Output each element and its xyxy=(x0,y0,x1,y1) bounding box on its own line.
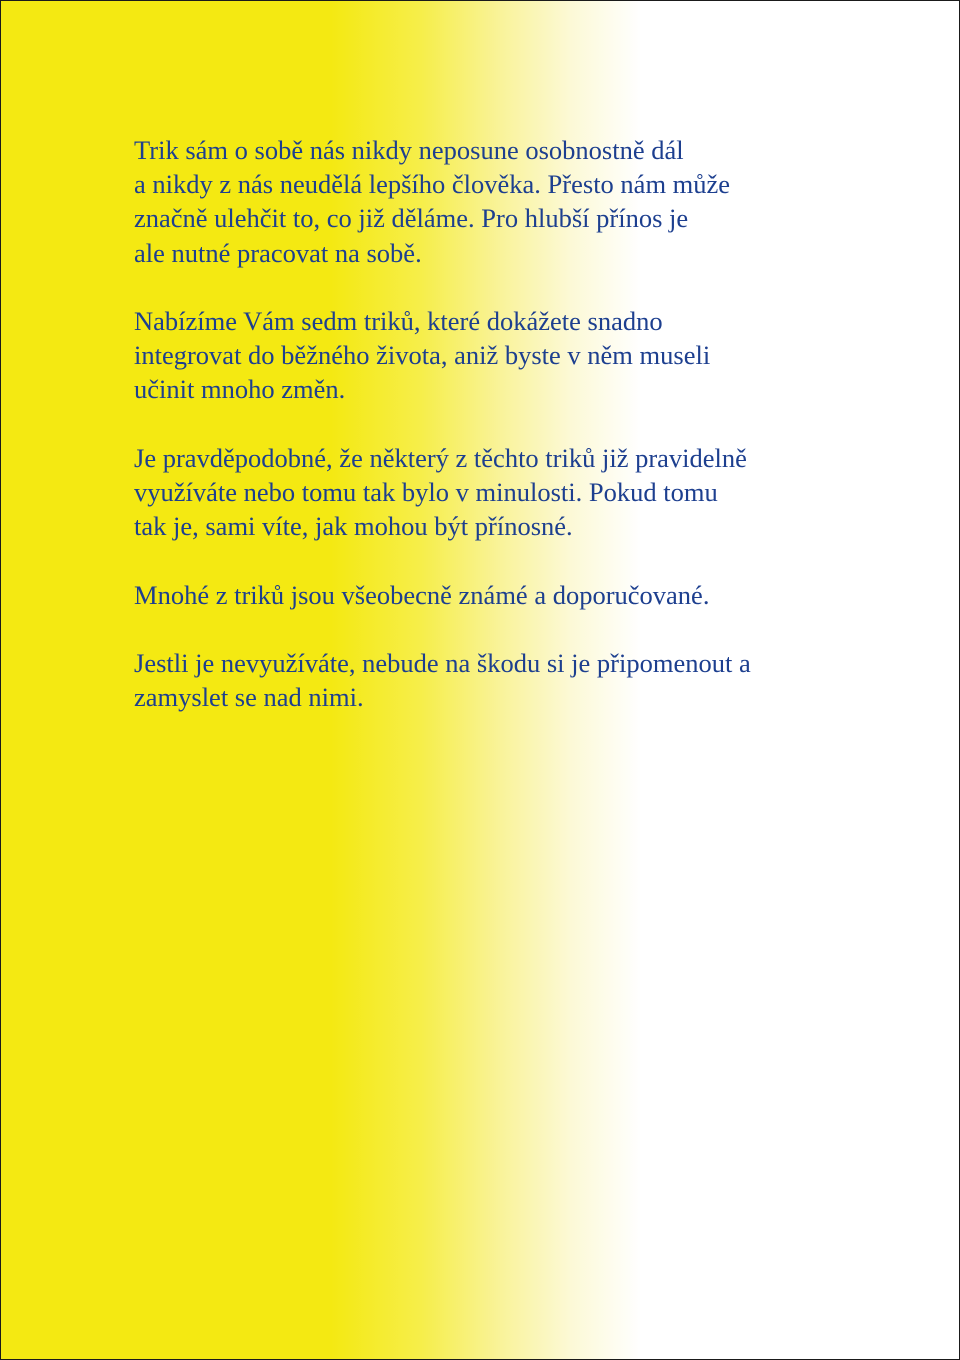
paragraph-4 xyxy=(134,578,854,612)
paragraph-line: značně ulehčit to, co již děláme. Pro hlubší přínos je xyxy=(134,203,689,234)
paragraph-line: Je pravděpodobné, že některý z těchto triků již pravidelně xyxy=(134,442,747,473)
paragraph-line: zamyslet se nad nimi. xyxy=(134,682,364,713)
paragraph-line: využíváte nebo tomu tak bylo v minulosti. Pokud tomu xyxy=(134,477,718,507)
paragraph-2 xyxy=(134,304,854,407)
paragraph-line: a nikdy z nás neudělá lepšího člověka. Přesto nám může xyxy=(134,169,731,200)
paragraph-line: integrovat do běžného života, aniž byste v něm museli xyxy=(134,340,711,371)
paragraph-line: Nabízíme Vám sedm triků, které dokážete snadno xyxy=(134,306,663,336)
paragraph-line: Jestli je nevyužíváte, nebude na škodu si je připomenout a xyxy=(134,647,751,678)
paragraph-5 xyxy=(134,646,854,714)
paragraph-line: ale nutné pracovat na sobě. xyxy=(134,237,422,268)
paragraph-line: Mnohé z triků jsou všeobecně známé a doporučované. xyxy=(134,579,710,610)
paragraph-3 xyxy=(134,441,854,544)
document-body xyxy=(134,133,854,749)
paragraph-line: Trik sám o sobě nás nikdy neposune osobnostně dál xyxy=(134,135,684,165)
paragraph-line: tak je, sami víte, jak mohou být přínosné. xyxy=(134,511,573,542)
paragraph-line: učinit mnoho změn. xyxy=(134,374,346,405)
paragraph-1 xyxy=(134,133,854,270)
